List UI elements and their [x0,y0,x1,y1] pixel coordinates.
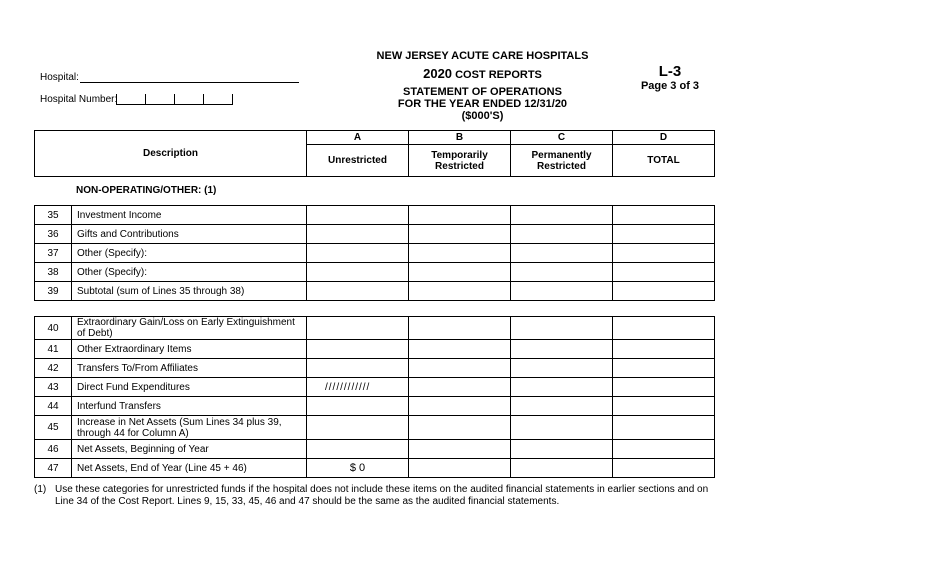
cell-temporarily-restricted[interactable] [409,225,511,244]
cell-permanently-restricted[interactable] [511,459,613,478]
cell-total[interactable] [613,340,715,359]
line-number: 37 [35,244,72,263]
table-row [35,225,715,244]
report-subtitle [300,66,665,81]
line-description: Other (Specify): [72,263,307,282]
table-row [35,440,715,459]
line-description: Other (Specify): [72,244,307,263]
cell-unrestricted[interactable] [307,317,409,340]
cell-total[interactable] [613,359,715,378]
cell-temporarily-restricted[interactable] [409,244,511,263]
col-b-label-line2: Restricted [435,160,484,172]
cell-temporarily-restricted[interactable] [409,206,511,225]
hospital-number-divider [116,94,117,104]
footnote [34,484,724,508]
line-description: Gifts and Contributions [72,225,307,244]
cell-total[interactable] [613,440,715,459]
cell-temporarily-restricted[interactable] [409,440,511,459]
line-description: Direct Fund Expenditures [72,378,307,397]
report-title: NEW JERSEY ACUTE CARE HOSPITALS [376,50,589,62]
col-c-label-line1: Permanently [531,149,592,161]
cell-temporarily-restricted[interactable] [409,263,511,282]
cell-unrestricted[interactable] [307,397,409,416]
column-header-table [34,130,715,177]
table-row [35,397,715,416]
cell-temporarily-restricted[interactable] [409,359,511,378]
table-row [35,340,715,359]
description-header: Description [35,131,307,177]
cell-unrestricted[interactable] [307,244,409,263]
line-description: Extraordinary Gain/Loss on Early Extinguishment of Debt) [72,317,307,340]
line-number: 43 [35,378,72,397]
line-description: Interfund Transfers [72,397,307,416]
line-number: 35 [35,206,72,225]
cell-unrestricted[interactable] [307,359,409,378]
cell-total[interactable] [613,263,715,282]
cell-permanently-restricted[interactable] [511,440,613,459]
cell-total[interactable] [613,206,715,225]
col-b-label-line1: Temporarily [431,149,488,161]
cell-permanently-restricted[interactable] [511,317,613,340]
table-row [35,378,715,397]
cell-temporarily-restricted[interactable] [409,340,511,359]
col-d-letter: D [613,131,715,145]
cell-permanently-restricted[interactable] [511,416,613,440]
non-operating-table [34,205,715,301]
page-indicator: Page 3 of 3 [640,80,700,92]
line-description: Increase in Net Assets (Sum Lines 34 plus 39, through 44 for Column A) [72,416,307,440]
footnote-text: Use these categories for unrestricted funds if the hospital does not include these items on the audited financial statements in earlier sections and on Line 34 of the Cost Report. Lines 9, 15, 33, 45, 46 and 47 should be the same as the audited financial statements. [55,484,709,507]
cell-permanently-restricted[interactable] [511,359,613,378]
footnote-marker: (1) [34,484,47,495]
line-number: 39 [35,282,72,301]
table-row [35,263,715,282]
col-a-label: Unrestricted [307,145,409,177]
hospital-number-divider [232,94,233,104]
cell-permanently-restricted[interactable] [511,263,613,282]
cell-permanently-restricted[interactable] [511,378,613,397]
cell-temporarily-restricted[interactable] [409,317,511,340]
cell-unrestricted[interactable] [307,206,409,225]
line-number: 40 [35,317,72,340]
cell-unrestricted[interactable] [307,225,409,244]
cell-temporarily-restricted[interactable] [409,378,511,397]
statement-title: STATEMENT OF OPERATIONS [403,86,562,98]
table-row [35,416,715,440]
col-c-label [511,145,613,177]
hospital-number-divider [174,94,175,104]
hospital-label: Hospital: [40,72,79,83]
line-number: 44 [35,397,72,416]
cell-temporarily-restricted[interactable] [409,459,511,478]
extraordinary-table [34,316,715,478]
cell-total[interactable] [613,378,715,397]
line-number: 42 [35,359,72,378]
line-number: 46 [35,440,72,459]
table-row [35,359,715,378]
cell-permanently-restricted[interactable] [511,340,613,359]
cell-unrestricted-blocked: //////////// [307,378,409,397]
cell-total[interactable] [613,225,715,244]
col-b-letter: B [409,131,511,145]
hospital-number-label: Hospital Number: [40,94,118,105]
line-description: Subtotal (sum of Lines 35 through 38) [72,282,307,301]
table-row [35,206,715,225]
line-number: 36 [35,225,72,244]
cell-unrestricted[interactable] [307,340,409,359]
cell-temporarily-restricted[interactable] [409,416,511,440]
line-description: Net Assets, Beginning of Year [72,440,307,459]
col-d-label: TOTAL [613,145,715,177]
line-description: Transfers To/From Affiliates [72,359,307,378]
cell-permanently-restricted[interactable] [511,397,613,416]
report-subtitle-rest: COST REPORTS [452,69,542,81]
line-description: Investment Income [72,206,307,225]
table-row [35,282,715,301]
table-row [35,317,715,340]
hospital-input[interactable] [80,70,299,83]
col-b-label [409,145,511,177]
hospital-number-divider [203,94,204,104]
cell-temporarily-restricted[interactable] [409,282,511,301]
cell-total[interactable] [613,397,715,416]
form-code: L-3 [658,63,682,80]
cell-unrestricted[interactable] [307,416,409,440]
statement-period: FOR THE YEAR ENDED 12/31/20 [397,98,568,110]
statement-units: ($000'S) [461,110,504,122]
line-description: Net Assets, End of Year (Line 45 + 46) [72,459,307,478]
line-number: 41 [35,340,72,359]
cell-permanently-restricted[interactable] [511,225,613,244]
cell-total[interactable] [613,416,715,440]
cell-total[interactable] [613,459,715,478]
cell-unrestricted[interactable] [307,282,409,301]
table-row [35,459,715,478]
line-description: Other Extraordinary Items [72,340,307,359]
cell-total[interactable] [613,317,715,340]
hospital-number-divider [145,94,146,104]
section-label: NON-OPERATING/OTHER: (1) [76,185,217,196]
line-number: 47 [35,459,72,478]
cell-permanently-restricted[interactable] [511,282,613,301]
col-c-letter: C [511,131,613,145]
report-year: 2020 [423,66,453,81]
col-a-letter: A [307,131,409,145]
line-number: 45 [35,416,72,440]
cell-permanently-restricted[interactable] [511,206,613,225]
cell-temporarily-restricted[interactable] [409,397,511,416]
cell-total[interactable] [613,244,715,263]
line-number: 38 [35,263,72,282]
col-c-label-line2: Restricted [537,160,586,172]
table-row [35,244,715,263]
cell-unrestricted[interactable]: $ 0 [307,459,409,478]
cell-permanently-restricted[interactable] [511,244,613,263]
cell-unrestricted[interactable] [307,263,409,282]
cell-unrestricted[interactable] [307,440,409,459]
cell-total[interactable] [613,282,715,301]
